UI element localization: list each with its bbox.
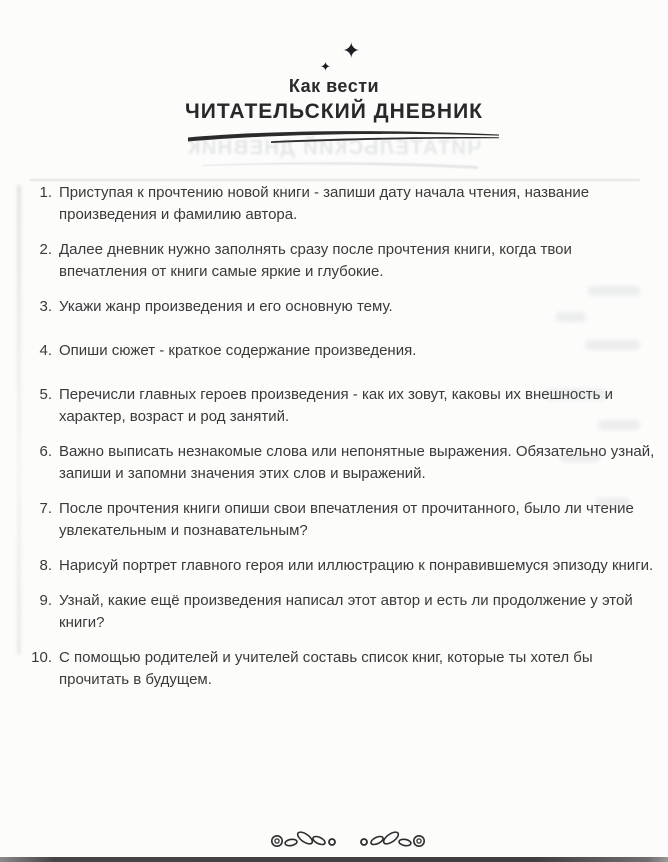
item-text: Опиши сюжет - краткое содержание произведения. [59, 342, 417, 359]
list-item [22, 590, 662, 634]
list-item [22, 498, 662, 542]
list-item [22, 340, 662, 362]
item-number: 10. [31, 649, 52, 666]
item-number: 5. [39, 386, 52, 403]
item-number: 1. [39, 184, 52, 201]
bleed-through-artifact [556, 312, 586, 322]
page-title-line1: Как вести [288, 76, 380, 96]
sparkle-icon: ✦ [320, 59, 331, 74]
bleed-through-title: ЧИТАТЕЛЬСКИЙ ДНЕВНИК [186, 137, 482, 159]
item-text: С помощью родителей и учителей составь список книг, которые ты хотел бы прочитать в будущем. [59, 649, 593, 688]
list-item [22, 182, 662, 226]
list-item [22, 647, 662, 691]
scan-left-edge-shadow [17, 185, 21, 655]
bleed-through-artifact [560, 452, 600, 462]
item-text: После прочтения книги опиши свои впечатления от прочитанного, было ли чтение увлекательным и познавательным? [59, 500, 634, 539]
item-text: Узнай, какие ещё произведения написал этот автор и есть ли продолжение у этой книги? [59, 592, 633, 631]
item-number: 6. [39, 443, 52, 460]
item-number: 7. [39, 500, 52, 517]
scan-bottom-edge [0, 857, 668, 862]
instructions-list [22, 182, 662, 704]
list-item [22, 555, 662, 577]
list-item [22, 441, 662, 485]
bleed-through-rule [30, 179, 640, 181]
item-text: Далее дневник нужно заполнять сразу после прочтения книги, когда твои впечатления от книги самые яркие и глубокие. [59, 241, 572, 280]
bleed-through-artifact [596, 498, 630, 508]
item-text: Нарисуй портрет главного героя или иллюстрацию к понравившемуся эпизоду книги. [59, 557, 654, 574]
bleed-through-artifact [585, 340, 640, 350]
item-number: 8. [39, 557, 52, 574]
bleed-through-swoosh [200, 160, 480, 174]
item-number: 9. [39, 592, 52, 609]
page-title-line2: ЧИТАТЕЛЬСКИЙ ДНЕВНИК [185, 100, 483, 123]
bleed-through-artifact [598, 420, 640, 430]
item-text: Приступая к прочтению новой книги - запиши дату начала чтения, название произведения и фамилию автора. [59, 184, 590, 223]
item-text: Важно выписать незнакомые слова или непонятные выражения. Обязательно узнай, запиши и запомни значения этих слов и выражений. [59, 443, 655, 482]
list-item [22, 239, 662, 283]
item-text: Укажи жанр произведения и его основную тему. [59, 298, 393, 315]
item-number: 2. [39, 241, 52, 258]
leaf-ornament-icon [268, 827, 428, 853]
bleed-through-artifact [588, 286, 640, 296]
item-number: 4. [39, 342, 52, 359]
bleed-through-artifact [545, 389, 607, 400]
item-number: 3. [39, 298, 52, 315]
sparkle-icon: ✦ [342, 38, 361, 63]
item-text: Перечисли главных героев произведения - как их зовут, каковы их внешность и характер, возраст и род занятий. [59, 386, 613, 425]
